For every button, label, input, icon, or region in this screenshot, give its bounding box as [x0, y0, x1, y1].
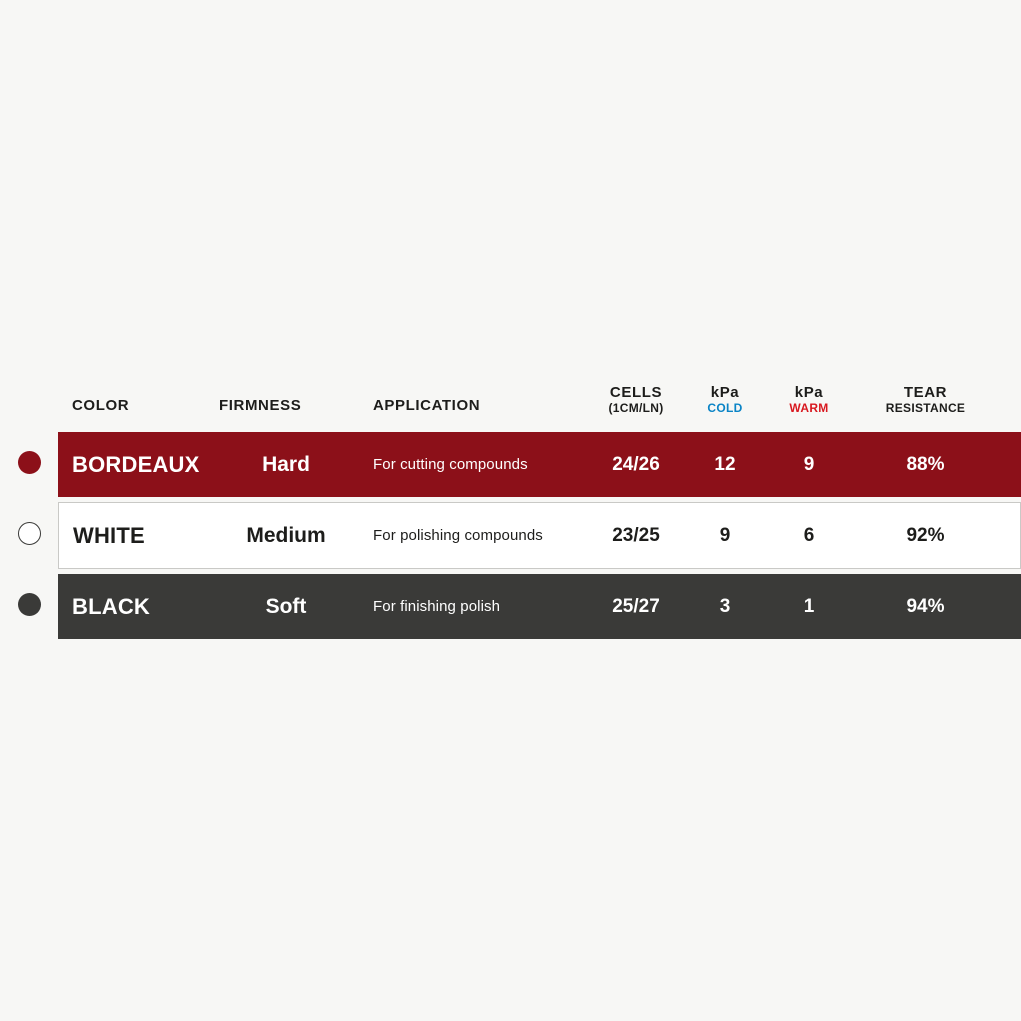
header-swatch-spacer [0, 385, 58, 427]
cell-application: For polishing compounds [359, 502, 589, 569]
table-row [0, 502, 1021, 569]
cell-color: BORDEAUX [58, 432, 213, 497]
table-header [0, 385, 1021, 427]
product-spec-table [0, 380, 1021, 644]
header-tear-main: TEAR [903, 384, 948, 401]
cell-cells: 23/25 [589, 502, 683, 569]
row-swatch-cell [0, 574, 58, 639]
header-cells-main: CELLS [609, 384, 663, 401]
header-firmness: FIRMNESS [219, 397, 302, 415]
header-kpa-cold-sub: COLD [707, 400, 743, 415]
cell-kpa-warm: 1 [767, 574, 851, 639]
header-color: COLOR [72, 397, 130, 415]
black-dot-icon [18, 593, 41, 616]
header-row [0, 385, 1021, 427]
header-cells [589, 385, 683, 427]
row-swatch-cell [0, 432, 58, 497]
table-row [0, 574, 1021, 639]
white-dot-icon [18, 522, 41, 545]
spec-table-container [0, 380, 1021, 644]
cell-row-end-pad [1000, 432, 1021, 497]
cell-kpa-warm: 9 [767, 432, 851, 497]
cell-tear: 88% [851, 432, 1000, 497]
cell-kpa-cold: 9 [683, 502, 767, 569]
header-kpa-warm-sub: WARM [789, 400, 829, 415]
cell-kpa-cold: 12 [683, 432, 767, 497]
cell-cells: 25/27 [589, 574, 683, 639]
cell-color: BLACK [58, 574, 213, 639]
header-tear-sub: RESISTANCE [885, 400, 966, 415]
header-kpa-cold [683, 385, 767, 427]
cell-application: For cutting compounds [359, 432, 589, 497]
cell-color: WHITE [58, 502, 213, 569]
header-right-spacer [1000, 385, 1021, 427]
cell-row-end-pad [1000, 502, 1021, 569]
cell-cells: 24/26 [589, 432, 683, 497]
cell-kpa-cold: 3 [683, 574, 767, 639]
cell-firmness: Hard [213, 432, 359, 497]
table-row [0, 432, 1021, 497]
cell-firmness: Medium [213, 502, 359, 569]
header-application: APPLICATION [373, 397, 481, 415]
cell-kpa-warm: 6 [767, 502, 851, 569]
header-kpa-warm [767, 385, 851, 427]
table-body [0, 432, 1021, 639]
cell-row-end-pad [1000, 574, 1021, 639]
header-kpa-warm-main: kPa [794, 384, 824, 401]
row-swatch-cell [0, 502, 58, 569]
header-cells-sub: (1CM/LN) [608, 400, 664, 415]
header-kpa-cold-main: kPa [710, 384, 740, 401]
cell-firmness: Soft [213, 574, 359, 639]
header-tear-resistance [851, 385, 1000, 427]
bordeaux-dot-icon [18, 451, 41, 474]
cell-tear: 92% [851, 502, 1000, 569]
cell-tear: 94% [851, 574, 1000, 639]
cell-application: For finishing polish [359, 574, 589, 639]
